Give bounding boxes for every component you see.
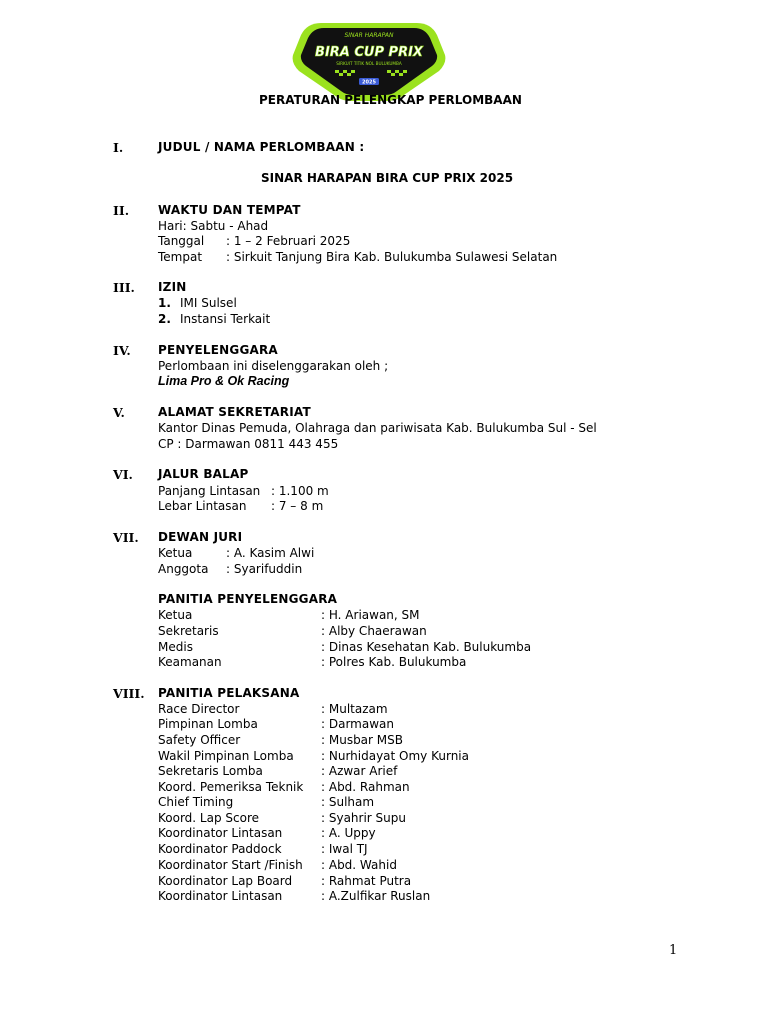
staff-member: : Abd. Rahman: [321, 780, 410, 794]
staff-row: [158, 717, 394, 731]
section-1-heading: JUDUL / NAMA PERLOMBAAN :: [158, 140, 365, 154]
committee-role: Medis: [158, 640, 193, 654]
permit-item-text: Instansi Terkait: [180, 312, 271, 326]
track-spec-row: [158, 484, 329, 498]
committee-role: Sekretaris: [158, 624, 219, 638]
track-spec-value: : 7 – 8 m: [271, 499, 324, 513]
staff-role: Race Director: [158, 702, 240, 716]
staff-member: : Syahrir Supu: [321, 811, 406, 825]
staff-row: [158, 764, 398, 778]
secretariat-contact: CP : Darmawan 0811 443 455: [158, 437, 339, 451]
jury-label: Anggota: [158, 562, 209, 576]
staff-role: Koordinator Start /Finish: [158, 858, 303, 872]
staff-row: [158, 780, 410, 794]
staff-member: : Nurhidayat Omy Kurnia: [321, 749, 469, 763]
section-4-number: IV.: [113, 343, 131, 358]
section-5-heading: ALAMAT SEKRETARIAT: [158, 405, 311, 419]
date-row: [158, 234, 351, 248]
section-4-heading: PENYELENGGARA: [158, 343, 278, 357]
staff-role: Koordinator Lap Board: [158, 874, 293, 888]
staff-member: : Iwal TJ: [321, 842, 368, 856]
committee-member: : Polres Kab. Bulukumba: [321, 655, 467, 669]
staff-role: Sekretaris Lomba: [158, 764, 263, 778]
committee-row: [158, 640, 532, 654]
staff-role: Safety Officer: [158, 733, 241, 747]
venue-row: [158, 250, 558, 264]
staff-role: Koordinator Lintasan: [158, 826, 283, 840]
venue-value: : Sirkuit Tanjung Bira Kab. Bulukumba Sulawesi Selatan: [226, 250, 558, 264]
staff-role: Koord. Pemeriksa Teknik: [158, 780, 304, 794]
committee-role: Ketua: [158, 608, 193, 622]
staff-role: Koordinator Lintasan: [158, 889, 283, 903]
section-2-heading: WAKTU DAN TEMPAT: [158, 203, 301, 217]
organizer-intro: Perlombaan ini diselenggarakan oleh ;: [158, 359, 389, 373]
event-title: SINAR HARAPAN BIRA CUP PRIX 2025: [261, 171, 514, 185]
staff-member: : Azwar Arief: [321, 764, 398, 778]
staff-row: [158, 842, 368, 856]
permit-item-number: 2.: [158, 312, 171, 326]
committee-member: : Alby Chaerawan: [321, 624, 427, 638]
logo-sub-text: SIRKUIT TITIK NOL BULUKUMBA: [336, 61, 402, 66]
staff-role: Wakil Pimpinan Lomba: [158, 749, 294, 763]
track-spec-label: Panjang Lintasan: [158, 484, 261, 498]
committee-row: [158, 624, 427, 638]
document-title: PERATURAN PELENGKAP PERLOMBAAN: [259, 93, 522, 107]
organizing-committee-heading: PANITIA PENYELENGGARA: [158, 592, 338, 606]
staff-role: Pimpinan Lomba: [158, 717, 258, 731]
jury-value: : Syarifuddin: [226, 562, 303, 576]
permit-item: [158, 312, 270, 326]
staff-row: [158, 826, 376, 840]
staff-row: [158, 889, 431, 903]
jury-label: Ketua: [158, 546, 193, 560]
secretariat-address: Kantor Dinas Pemuda, Olahraga dan pariwisata Kab. Bulukumba Sul - Sel: [158, 421, 597, 435]
staff-row: [158, 874, 412, 888]
staff-member: : Multazam: [321, 702, 388, 716]
committee-role: Keamanan: [158, 655, 222, 669]
section-6-number: VI.: [113, 467, 133, 482]
track-spec-row: [158, 499, 324, 513]
permit-item-text: IMI Sulsel: [180, 296, 237, 310]
event-day: Hari: Sabtu - Ahad: [158, 219, 269, 233]
staff-member: : Sulham: [321, 795, 375, 809]
logo-year-text: 2025: [362, 79, 376, 86]
staff-member: : A.Zulfikar Ruslan: [321, 889, 431, 903]
staff-member: : Darmawan: [321, 717, 394, 731]
permit-item-number: 1.: [158, 296, 171, 310]
section-2-number: II.: [113, 203, 130, 218]
section-5-number: V.: [113, 405, 125, 420]
date-value: : 1 – 2 Februari 2025: [226, 234, 351, 248]
section-8-heading: PANITIA PELAKSANA: [158, 686, 300, 700]
logo-main-text: BIRA CUP PRIX: [315, 45, 423, 60]
staff-row: [158, 749, 469, 763]
organizer-name: Lima Pro & Ok Racing: [158, 374, 290, 388]
section-3-heading: IZIN: [158, 280, 187, 294]
section-3-number: III.: [113, 280, 135, 295]
staff-role: Chief Timing: [158, 795, 234, 809]
staff-row: [158, 858, 397, 872]
jury-row: [158, 546, 315, 560]
staff-row: [158, 702, 388, 716]
date-label: Tanggal: [158, 234, 205, 248]
committee-member: : H. Ariawan, SM: [321, 608, 420, 622]
staff-row: [158, 733, 403, 747]
logo-top-text: SINAR HARAPAN: [344, 32, 394, 39]
permit-item: [158, 296, 237, 310]
staff-row: [158, 811, 406, 825]
committee-row: [158, 655, 467, 669]
track-spec-label: Lebar Lintasan: [158, 499, 247, 513]
committee-row: [158, 608, 420, 622]
staff-member: : Rahmat Putra: [321, 874, 412, 888]
staff-member: : A. Uppy: [321, 826, 376, 840]
page-number: 1: [669, 943, 678, 958]
staff-member: : Musbar MSB: [321, 733, 403, 747]
committee-member: : Dinas Kesehatan Kab. Bulukumba: [321, 640, 532, 654]
track-spec-value: : 1.100 m: [271, 484, 329, 498]
section-1-number: I.: [113, 140, 124, 155]
section-6-heading: JALUR BALAP: [158, 467, 249, 481]
section-7-number: VII.: [113, 530, 139, 545]
venue-label: Tempat: [158, 250, 203, 264]
jury-value: : A. Kasim Alwi: [226, 546, 315, 560]
staff-role: Koordinator Paddock: [158, 842, 282, 856]
staff-role: Koord. Lap Score: [158, 811, 260, 825]
staff-row: [158, 795, 375, 809]
staff-member: : Abd. Wahid: [321, 858, 397, 872]
section-8-number: VIII.: [113, 686, 145, 701]
bira-cup-prix-logo: [291, 21, 447, 101]
section-7-heading: DEWAN JURI: [158, 530, 243, 544]
jury-row: [158, 562, 303, 576]
